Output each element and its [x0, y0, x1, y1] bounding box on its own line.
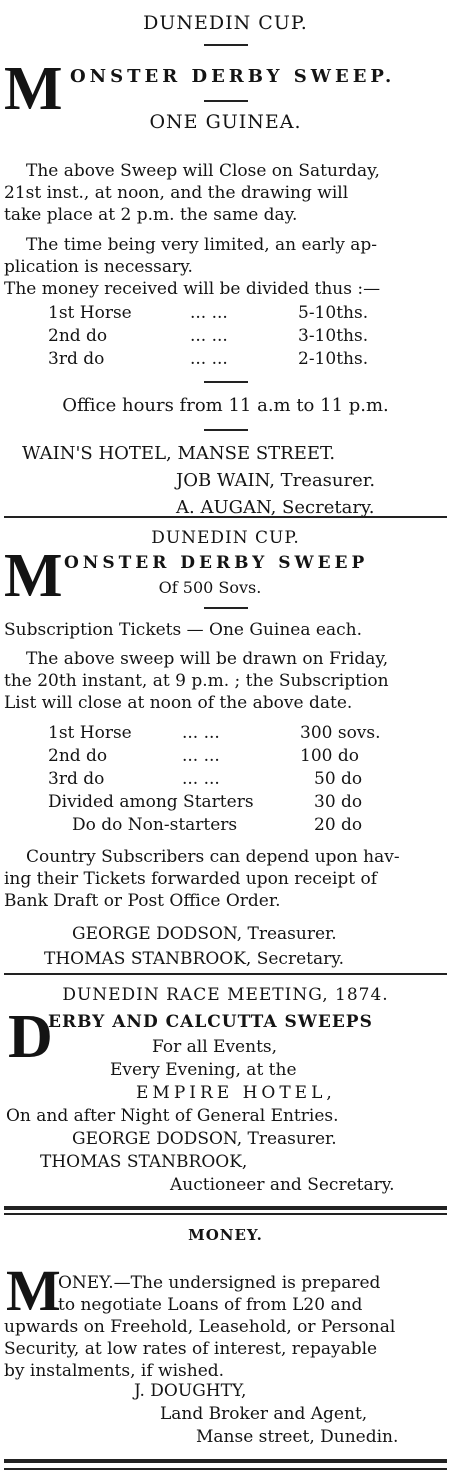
ad1-sig-line: A. AUGAN, Secretary. — [176, 497, 375, 518]
ad1-office-hours: Office hours from 11 a.m to 11 p.m. — [62, 395, 389, 416]
ad4-separator-rule — [4, 1206, 447, 1210]
ad3-line: Every Evening, at the — [110, 1060, 297, 1080]
ad2-prize-table — [0, 722, 451, 837]
ad2-p1-line: The above sweep will be drawn on Friday, — [26, 649, 389, 669]
ad1-paragraph-1 — [4, 160, 450, 226]
table-row — [0, 348, 451, 371]
ad2-drop-cap: M — [4, 542, 63, 610]
dividend-share: 2-10ths. — [298, 349, 369, 369]
prize-dots: ... ... — [182, 723, 220, 743]
ad1-dividend-table — [0, 302, 451, 371]
ad4-bottom-rule — [4, 1459, 447, 1463]
ad3-line: On and after Night of General Entries. — [6, 1106, 339, 1126]
ad3-body — [0, 1036, 451, 1197]
ad2-p1-line: the 20th instant, at 9 p.m. ; the Subscription — [4, 671, 389, 691]
ad3-line: THOMAS STANBROOK, — [40, 1152, 248, 1172]
ad1-rule-3 — [0, 381, 451, 383]
ad4-p-line: Security, at low rates of interest, repayable — [4, 1339, 378, 1359]
ad3-headline: ERBY AND CALCUTTA SWEEPS — [48, 1012, 373, 1032]
ad4-paragraph — [4, 1272, 450, 1382]
ad3-drop-cap: D — [8, 1003, 53, 1071]
ad2-subhead: Of 500 Sovs. — [158, 578, 262, 597]
ad4-sig-line: J. DOUGHTY, — [134, 1381, 247, 1401]
dividend-dots: ... ... — [190, 349, 228, 369]
dividend-share: 5-10ths. — [298, 303, 369, 323]
ad4-drop-cap: M — [6, 1258, 61, 1323]
dividend-dots: ... ... — [190, 326, 228, 346]
ad3-title: DUNEDIN RACE MEETING, 1874. — [62, 985, 389, 1005]
ad1-headline: ONSTER DERBY SWEEP. — [70, 66, 396, 87]
prize-place: Divided among Starters — [48, 792, 254, 812]
ad1-signature — [0, 440, 451, 521]
ad4-p-line: by instalments, if wished. — [4, 1361, 225, 1381]
ad4-title: MONEY. — [188, 1226, 263, 1244]
ad4-p-line: upwards on Freehold, Leasehold, or Personal — [4, 1317, 396, 1337]
prize-place: 3rd do — [48, 769, 105, 789]
table-row — [0, 768, 451, 791]
ad1-p1-line: take place at 2 p.m. the same day. — [4, 205, 298, 225]
ad4-separator-rule — [4, 1213, 447, 1215]
prize-amount: 100 do — [300, 746, 359, 766]
ad1-sig-line: JOB WAIN, Treasurer. — [176, 470, 376, 491]
prize-place: 2nd do — [48, 746, 108, 766]
ad1-rule-1 — [0, 44, 451, 46]
ad4-bottom-rule — [4, 1468, 447, 1470]
prize-amount: 30 do — [314, 792, 363, 812]
ad4-sig-line: Land Broker and Agent, — [160, 1404, 368, 1424]
ad3-line: For all Events, — [152, 1037, 278, 1057]
ad1-sig-line: WAIN'S HOTEL, MANSE STREET. — [22, 443, 336, 464]
ad1-p1-line: 21st inst., at noon, and the drawing will — [4, 183, 349, 203]
prize-amount: 20 do — [314, 815, 363, 835]
ad1-drop-cap: M — [4, 55, 63, 123]
prize-place: Do do Non-starters — [72, 815, 238, 835]
prize-dots: ... ... — [182, 769, 220, 789]
dividend-share: 3-10ths. — [298, 326, 369, 346]
ad2-headline: ONSTER DERBY SWEEP — [64, 553, 369, 573]
prize-dots: ... ... — [182, 746, 220, 766]
ad2-p1-line: List will close at noon of the above date. — [4, 693, 353, 713]
ad1-p1-line: The above Sweep will Close on Saturday, — [26, 161, 380, 181]
dividend-place: 3rd do — [48, 349, 105, 369]
dividend-place: 2nd do — [48, 326, 108, 346]
table-row — [0, 722, 451, 745]
ad4-signature — [0, 1380, 451, 1449]
ad2-p2-line: Country Subscribers can depend upon hav- — [26, 847, 400, 867]
ad2-tickets: Subscription Tickets — One Guinea each. — [4, 620, 362, 640]
prize-place: 1st Horse — [48, 723, 132, 743]
ad3-separator-rule — [4, 973, 447, 975]
ad1-price: ONE GUINEA. — [149, 111, 302, 133]
ad3-line: Auctioneer and Secretary. — [170, 1175, 395, 1195]
ad1-p2-line: plication is necessary. — [4, 257, 193, 277]
ad2-p2-line: Bank Draft or Post Office Order. — [4, 891, 281, 911]
table-row — [0, 745, 451, 768]
table-row — [0, 302, 451, 325]
prize-amount: 50 do — [314, 769, 363, 789]
dividend-place: 1st Horse — [48, 303, 132, 323]
ad2-paragraph-2 — [4, 846, 450, 912]
ad2-rule-1 — [0, 607, 451, 609]
table-row — [0, 814, 451, 837]
ad1-title: DUNEDIN CUP. — [143, 12, 308, 34]
table-row — [0, 791, 451, 814]
ad3-line: GEORGE DODSON, Treasurer. — [72, 1129, 337, 1149]
ad1-p2-line: The money received will be divided thus :— — [4, 279, 381, 299]
dividend-dots: ... ... — [190, 303, 228, 323]
ad2-sig-line: THOMAS STANBROOK, Secretary. — [44, 949, 344, 969]
ad4-p-line: to negotiate Loans of from L20 and — [58, 1295, 363, 1315]
ad4-sig-line: Manse street, Dunedin. — [196, 1427, 399, 1447]
ad2-p2-line: ing their Tickets forwarded upon receipt of — [4, 869, 378, 889]
ad2-signature — [0, 922, 451, 972]
prize-amount: 300 sovs. — [300, 723, 381, 743]
ad1-rule-2 — [0, 100, 451, 102]
ad3-line: EMPIRE HOTEL, — [136, 1083, 336, 1103]
ad2-title: DUNEDIN CUP. — [151, 528, 300, 548]
ad2-separator-rule — [4, 516, 447, 518]
ad1-paragraph-2 — [4, 234, 450, 300]
ad1-rule-4 — [0, 429, 451, 431]
ad1-p2-line: The time being very limited, an early ap- — [26, 235, 378, 255]
table-row — [0, 325, 451, 348]
ad2-paragraph-1 — [4, 648, 450, 714]
ad2-sig-line: GEORGE DODSON, Treasurer. — [72, 924, 337, 944]
ad4-p-line: ONEY.—The undersigned is prepared — [58, 1273, 381, 1293]
